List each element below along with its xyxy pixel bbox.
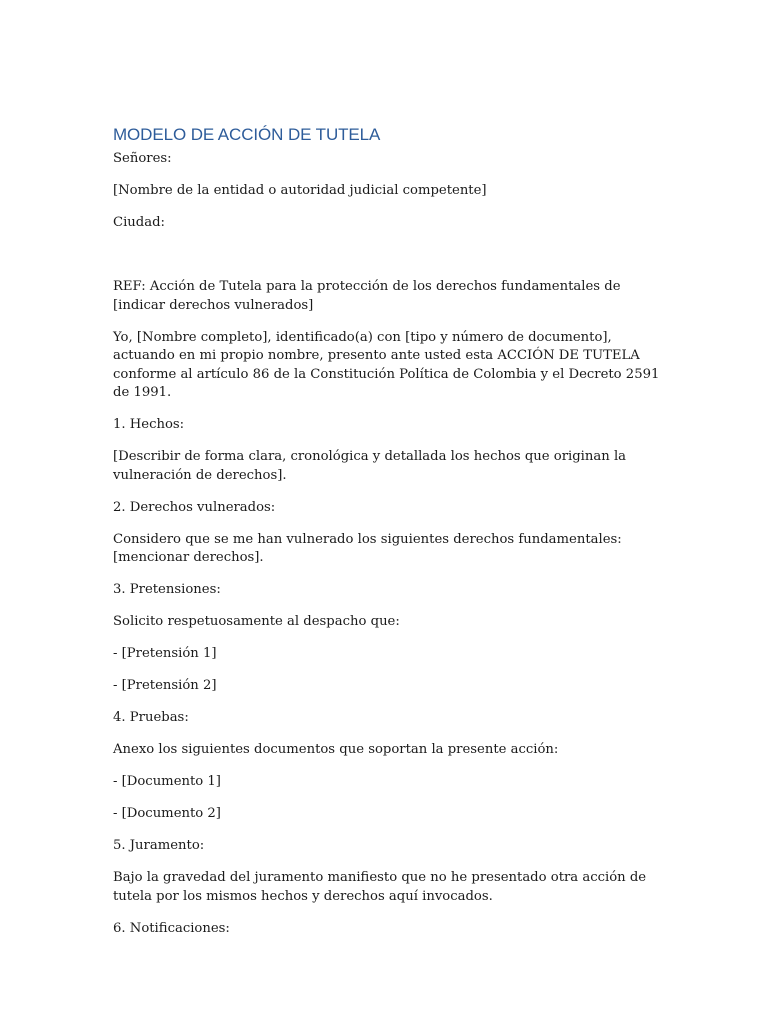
document-title: MODELO DE ACCIÓN DE TUTELA — [113, 125, 381, 144]
section-heading-pretensiones: 3. Pretensiones: — [113, 582, 221, 597]
section-heading-notificaciones: 6. Notificaciones: — [113, 920, 230, 936]
juramento-text: Bajo la gravedad del juramento manifiesto que no he presentado otra acción de tutela por los mismos hechos y derechos aquí invocados. — [113, 870, 647, 904]
salutation: Señores: — [113, 151, 172, 166]
derechos-text: Considero que se me han vulnerado los siguientes derechos fundamentales: [mencionar derechos]. — [113, 531, 622, 565]
list-item: - [Pretensión 1] — [113, 646, 217, 661]
list-item: - [Pretensión 2] — [113, 678, 217, 693]
document-body — [113, 124, 661, 952]
blank-line — [113, 246, 661, 278]
section-heading-juramento: 5. Juramento: — [113, 838, 205, 853]
introduction-paragraph: Yo, [Nombre completo], identificado(a) con [tipo y número de documento], actuando en mi propio nombre, presento ante usted esta ACCIÓN DE TUTELA conforme al artículo 86 de la Constitución Política de Colombia y el Decreto 2591 de 1991. — [113, 329, 660, 400]
pruebas-intro: Anexo los siguientes documentos que soportan la presente acción: — [113, 742, 559, 757]
recipient-entity: [Nombre de la entidad o autoridad judicial competente] — [113, 183, 487, 198]
section-heading-derechos: 2. Derechos vulnerados: — [113, 499, 276, 515]
list-item: - [Documento 2] — [113, 806, 221, 821]
section-heading-pruebas: 4. Pruebas: — [113, 710, 189, 725]
reference-line: REF: Acción de Tutela para la protección de los derechos fundamentales de [indicar derechos vulnerados] — [113, 279, 621, 313]
section-heading-hechos: 1. Hechos: — [113, 417, 185, 432]
pretensiones-intro: Solicito respetuosamente al despacho que: — [113, 614, 400, 629]
hechos-text: [Describir de forma clara, cronológica y detallada los hechos que originan la vulneración de derechos]. — [113, 449, 627, 483]
recipient-city: Ciudad: — [113, 215, 165, 230]
list-item: - [Documento 1] — [113, 774, 221, 789]
